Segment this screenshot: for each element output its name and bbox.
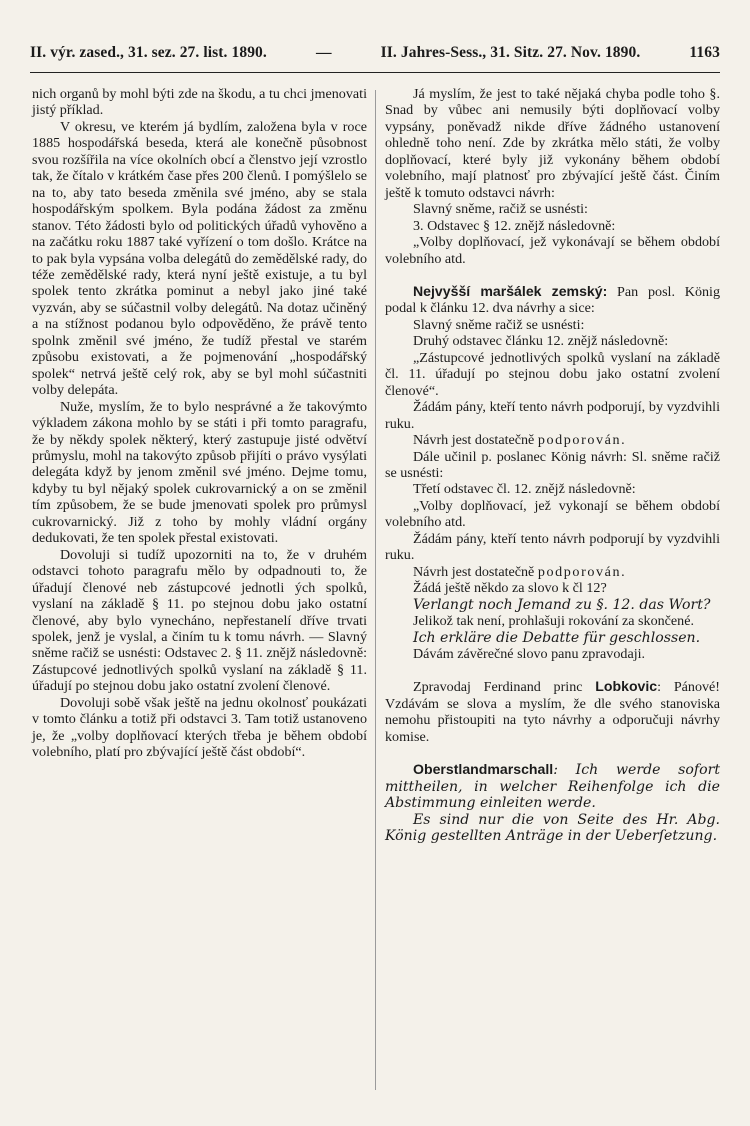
speaker-text: Pan posl. König podal k článku 12. dva návrhy a sice:	[385, 283, 720, 317]
speaker-name: Oberstlandmarschall	[413, 761, 554, 778]
paragraph: Žádám pány, kteří tento návrh podporují by vyzdvihli ruku.	[385, 530, 720, 564]
paragraph: Dávám závěrečné slovo panu zpravodaji.	[413, 645, 646, 662]
right-column	[385, 86, 720, 844]
speaker-text: : Pánové! Vzdávám se slova a myslím, že dle svého stanoviska nemohu přistoupiti na tyto návrhy a odporučuji návrhy komise.	[385, 679, 721, 745]
speaker-paragraph	[385, 761, 720, 811]
paragraph: Slavný sněme, račiž se usnésti:	[413, 201, 588, 218]
header-dash: —	[315, 44, 332, 61]
speaker-name: Lobkovic	[595, 678, 658, 695]
header-rule	[30, 72, 720, 73]
paragraph: Žádá ještě někdo za slovo k čl 12?	[413, 580, 607, 597]
paragraph	[385, 564, 720, 580]
german-paragraph: Es sind nur die von Seite des Hr. Abg. König gestellten Anträge in der Ueberſetzung.	[385, 811, 720, 845]
paragraph-text: Zpravodaj Ferdinand princ	[413, 679, 596, 696]
speaker-paragraph	[385, 678, 720, 745]
paragraph: Třetí odstavec čl. 12. znějž následovně:	[413, 481, 636, 498]
paragraph-text: Návrh jest dostatečně	[413, 432, 538, 449]
speaker-name: Nejvyšší maršálek zemský:	[413, 282, 608, 299]
paragraph: Dále učinil p. poslanec König návrh: Sl. sněme račiž se usnésti:	[385, 448, 720, 481]
paragraph: Žádám pány, kteří tento návrh podporují, by vyzdvihli ruku.	[385, 399, 720, 432]
paragraph: 3. Odstavec § 12. znějž následovně:	[413, 217, 616, 234]
paragraph	[385, 432, 720, 448]
left-column	[32, 86, 367, 761]
spaced-word: podporován.	[537, 432, 627, 449]
paragraph-text: Návrh jest dostatečně	[413, 563, 538, 580]
paragraph: Nuže, myslím, že to bylo nesprávné a že takovýmto výkladem zákona mohlo by se státi i při tomto paragrafu, že by někdy spolek některý, který zastupuje jisté odvětví průmyslu, mohl na takovýto způsob přijíti o právo vysýlati delegáta když by jenom změnil své jméno. Dejme tomu, kdyby tu byl nějaký spolek cukrovarnický a on se změnil tím způsobem, že se bude jmenovati spolek pro průmysl cukrovarnický. Již z toho by mohly vládní orgány dedukovati, že ten spolek přestal existovati.	[32, 398, 367, 547]
paragraph: „Zástupcové jednotlivých spolků vyslaní na základě čl. 11. úřadují po stejnou dobu jako ostatní zvolení členové“.	[385, 349, 720, 399]
paragraph: Dovoluji sobě však ještě na jednu okolnosť poukázati v tomto článku a totiž při odstavci 3. Tam totiž ustanoveno je, že „volby doplňovací kterých třeba je během období volebního, platí pro zbývající ještě část období“.	[32, 694, 367, 761]
paragraph: Druhý odstavec článku 12. znějž následovně:	[413, 333, 669, 350]
header-czech: II. výr. zased., 31. sez. 27. list. 1890.	[30, 44, 267, 61]
german-paragraph: Ich erkläre die Debatte für geschlossen.	[413, 629, 701, 646]
paragraph: V okresu, ve kterém já bydlím, založena byla v roce 1885 hospodářská beseda, která ale konečně působnost svou rozšířila na více okolních obcí a členstvo její vzrostlo tak, že čítalo v krátkém čase přes 200 členů. I pomýšlelo se na to, aby tato beseda změnila své jméno, aby se stala hospodářským spolkem. Byla podána žádost za změnu stanov. Této žádosti bylo od politických úřadů vyhověno a na začátku roku 1887 také vyřízení o tom došlo. Krátce na to pak byla vypsána volba delegátů do zemědělské rady, do téže zemědělské rady, která nyní ještě existuje, a tu byl spolek tento zkrátka pominut a nebyl jako jiné také vyzván, aby se súčastnil volby delegátů. Na dotaz učiněný a na stížnost podanou bylo odpověděno, že právě tento spolnk změnil své jméno, že tudíž přestal ve starém způsobu existovati, a že pojmenování „hospodářský spolek“ netrvá ještě celý rok, aby se byl mohl súčastniti volby delepáta.	[32, 118, 367, 399]
header-german: II. Jahres-Sess., 31. Sitz. 27. Nov. 1890.	[380, 44, 641, 61]
paragraph: „Volby doplňovací, jež vykonávají se během období volebního atd.	[385, 234, 720, 267]
paragraph: nich organů by mohl býti zde na škodu, a tu chci jmenovati jistý příklad.	[32, 86, 367, 119]
paragraph: Já myslím, že jest to také nějaká chyba podle toho §. Snad by vůbec ani nemusily býti doplňovací volby vypsány, poněvadž nikde dříve žádného ustanovení ohledně toho není. Zde by zkrátka mělo státi, že volby doplňovací, které byly již vykonány během období volebního, mají platnosť pro zbývající ještě část. Činím ještě k tomuto odstavci návrh:	[385, 86, 720, 201]
page-number: 1163	[689, 44, 720, 61]
paragraph: Slavný sněme račiž se usnésti:	[413, 316, 585, 333]
paragraph: „Volby doplňovací, jež vykonají se během období volebního atd.	[385, 497, 720, 531]
column-divider	[375, 90, 376, 1090]
speaker-text: : Ich werde sofort mittheilen, in welcher Reihenfolge ich die Abstimmung einleiten werde.	[385, 762, 720, 812]
paragraph: Jelikož tak není, prohlašuji rokování za skončené.	[413, 613, 695, 630]
paragraph: Dovoluji si tudíž upozorniti na to, že v druhém odstavci tohoto paragrafu mělo by odpadnouti to, že úřadují členové neb zástupcové jednotli ých spolků, vyslaní na základě § 11. po stejnou dobu jako ostatní členové, aby bylo vynecháno, nepřestanelí dříve trvati spolek, jenž je vyslal, a činím tu k tomu návrh. — Slavný sněme račiž se usnésti: Odstavec 2. § 11. znějž následovně: Zástupcové jednotlivých spolků vyslaní na základě § 11. úřadují po stejnou dobu jako ostatní zvolení členové.	[32, 546, 367, 695]
speaker-paragraph	[385, 283, 720, 317]
page-header	[30, 44, 720, 62]
spaced-word: podporován.	[537, 563, 627, 580]
german-paragraph: Verlangt noch Jemand zu §. 12. das Wort?	[413, 596, 711, 613]
